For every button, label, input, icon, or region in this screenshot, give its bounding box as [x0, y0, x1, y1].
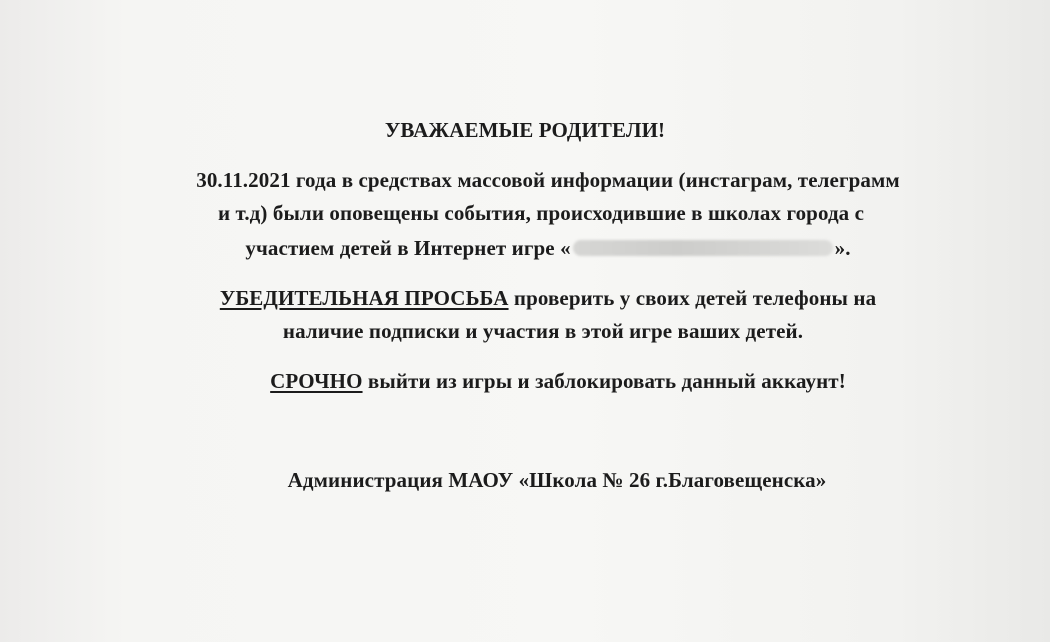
paragraph1-line3 [23, 236, 1050, 261]
notice-heading [0, 118, 1050, 143]
paragraph1-line3-before: участием детей в Интернет игре « [245, 236, 571, 260]
urgent-emphasis: СРОЧНО [270, 369, 363, 393]
paragraph2-line1-rest: проверить у своих детей телефоны на [508, 286, 877, 310]
heading-text: УВАЖАЕМЫЕ РОДИТЕЛИ! [384, 118, 666, 142]
paragraph2-line1 [23, 286, 1050, 311]
paragraph1-line1 [23, 168, 1050, 193]
paragraph1-line2-text: и т.д) были оповещены события, происходившие в школах города с [217, 201, 865, 225]
paragraph1-line1-text: 30.11.2021 года в средствах массовой информации (инстаграм, телеграмм [196, 168, 900, 192]
paragraph2-line2 [18, 319, 1050, 344]
paragraph3-line [33, 369, 1050, 394]
paragraph2-line2-text: наличие подписки и участия в этой игре ваших детей. [282, 319, 804, 343]
paragraph3-rest: выйти из игры и заблокировать данный аккаунт! [362, 369, 846, 393]
signature-text: Администрация МАОУ «Школа № 26 г.Благовещенска» [287, 468, 827, 492]
signature-line [32, 468, 1050, 493]
urgent-request-emphasis: УБЕДИТЕЛЬНАЯ ПРОСЬБА [219, 286, 509, 310]
paragraph1-line3-after: ». [834, 236, 851, 260]
paragraph1-line2 [16, 201, 1050, 226]
redacted-game-name [573, 240, 833, 256]
